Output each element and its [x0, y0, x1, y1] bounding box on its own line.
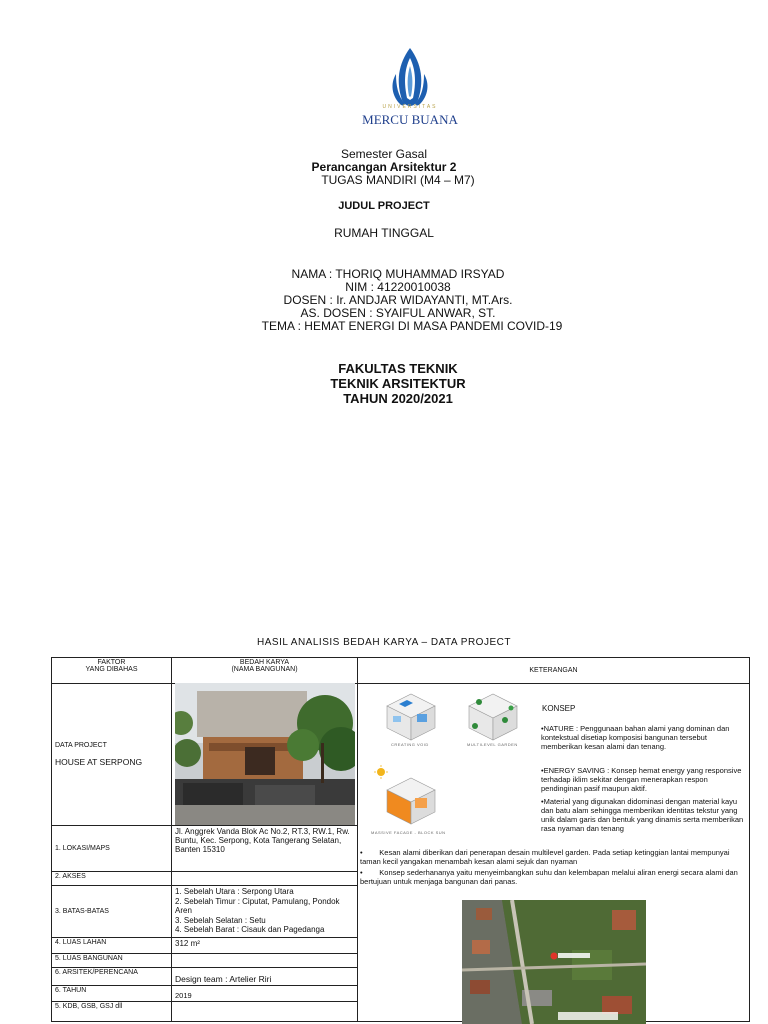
multilevel-garden-diagram — [459, 686, 523, 744]
row-label-akses: 2. AKSES — [52, 872, 172, 886]
massive-facade-diagram — [371, 764, 441, 828]
bullet-dot: • — [360, 868, 380, 877]
faculty: FAKULTAS TEKNIK — [338, 361, 458, 376]
location-map — [462, 900, 646, 1024]
row-label-arsitek: 6. ARSITEK/PERENCANA — [52, 968, 172, 986]
theme: TEMA : HEMAT ENERGI DI MASA PANDEMI COVID-19 — [261, 319, 563, 333]
batas-item: 4. Sebelah Barat : Cisauk dan Pagedanga — [175, 925, 325, 934]
house-photo — [175, 683, 355, 825]
row-label-luas-lahan: 4. LUAS LAHAN — [52, 938, 172, 954]
header-faktor — [52, 658, 172, 684]
header-bedah — [172, 658, 358, 684]
iso-label-facade: MASSIVE FACADE - BLOCK SUN — [371, 830, 446, 835]
row-label-batas: 3. BATAS-BATAS — [52, 886, 172, 938]
batas-item: 1. Sebelah Utara : Serpong Utara — [175, 887, 294, 896]
header-bedah-line2: (NAMA BANGUNAN) — [231, 666, 298, 673]
task: TUGAS MANDIRI (M4 – M7) — [321, 173, 475, 187]
header-bedah-line1: BEDAH KARYA — [239, 659, 290, 666]
row-label-lokasi: 1. LOKASI/MAPS — [52, 826, 172, 872]
row-value-luas-lahan: 312 m² — [172, 938, 358, 954]
data-project-label: DATA PROJECT — [55, 742, 107, 749]
konsep-energy: •ENERGY SAVING : Konsep hemat energy yang responsive terhadap iklim sekitar dengan menerapkan respon pendinginan pasif maupun aktif. — [541, 766, 742, 793]
row-value-akses — [172, 872, 358, 886]
row-label-tahun: 6. TAHUN — [52, 986, 172, 1002]
header-keterangan: KETERANGAN — [358, 658, 750, 684]
analysis-caption: HASIL ANALISIS BEDAH KARYA – DATA PROJECT — [257, 637, 511, 648]
bullet-energy — [360, 868, 744, 886]
row-value-lokasi: Jl. Anggrek Vanda Blok Ac No.2, RT.3, RW.1, Rw. Buntu, Kec. Serpong, Kota Tangerang Selatan, Banten 15310 — [172, 826, 358, 872]
logo-name: MERCU BUANA — [362, 112, 458, 127]
row-value-batas — [172, 886, 358, 938]
data-project-cell — [52, 684, 172, 826]
bullet-garden — [360, 848, 744, 866]
batas-item: 3. Sebelah Selatan : Setu — [175, 915, 266, 925]
bullet-garden-text: Kesan alami diberikan dari penerapan desain multilevel garden. Pada setiap ketinggian lantai mempunyai taman kecil yangakan menambah kesan alami sejuk dan nyaman — [360, 848, 730, 866]
batas-item: 2. Sebelah Timur : Ciputat, Pamulang, Pondok Aren — [175, 896, 340, 915]
logo-univ-small: UNIVERSITAS — [382, 104, 438, 110]
konsep-title: KONSEP — [542, 704, 576, 713]
row-value-kdb — [172, 1002, 358, 1022]
student-nim: NIM : 41220010038 — [345, 280, 451, 294]
project-heading: JUDUL PROJECT — [338, 200, 430, 212]
konsep-material: •Material yang digunakan didominasi dengan material kayu dan batu alam sehingga memberikan identitas tekstur yang unik dalam garis dan bentuk yang dinamis serta memberikan rasa nyaman dan tenang — [541, 797, 744, 833]
project-name: HOUSE AT SERPONG — [55, 757, 143, 767]
konsep-nature: •NATURE : Penggunaan bahan alami yang dominan dan kontekstual disetiap komposisi bangunan tersebut memberikan kesan alami dan tenang. — [541, 724, 730, 751]
bullet-dot: • — [360, 848, 380, 857]
row-label-kdb: 5. KDB, GSB, GSJ dll — [52, 1002, 172, 1022]
iso-label-void: CREATING VOID — [391, 742, 429, 747]
row-label-luas-bangunan: 5. LUAS BANGUNAN — [52, 954, 172, 968]
iso-label-garden: MULTILEVEL GARDEN — [467, 742, 518, 747]
creating-void-diagram — [377, 686, 441, 744]
row-value-arsitek: Design team : Artelier Riri — [172, 968, 358, 986]
header-faktor-line1: FAKTOR — [97, 659, 126, 666]
student-name: NAMA : THORIQ MUHAMMAD IRSYAD — [291, 267, 505, 281]
course-title: Perancangan Arsitektur 2 — [311, 160, 457, 174]
assistant-lecturer: AS. DOSEN : SYAIFUL ANWAR, ST. — [300, 306, 496, 320]
academic-year: TAHUN 2020/2021 — [343, 391, 453, 406]
location-pin-icon — [551, 953, 558, 960]
header-faktor-line2: YANG DIBAHAS — [85, 666, 138, 673]
row-value-luas-bangunan — [172, 954, 358, 968]
row-value-tahun: 2019 — [172, 986, 358, 1002]
project-title: RUMAH TINGGAL — [334, 226, 434, 240]
semester: Semester Gasal — [340, 147, 428, 161]
study-program: TEKNIK ARSITEKTUR — [330, 376, 466, 391]
lecturer: DOSEN : Ir. ANDJAR WIDAYANTI, MT.Ars. — [283, 293, 513, 307]
bullet-energy-text: Konsep sederhananya yaitu menyeimbangkan suhu dan kelembapan melalui aliran energi secara alami dan bertujuan untuk menjaga bangunan dari panas. — [360, 868, 738, 886]
